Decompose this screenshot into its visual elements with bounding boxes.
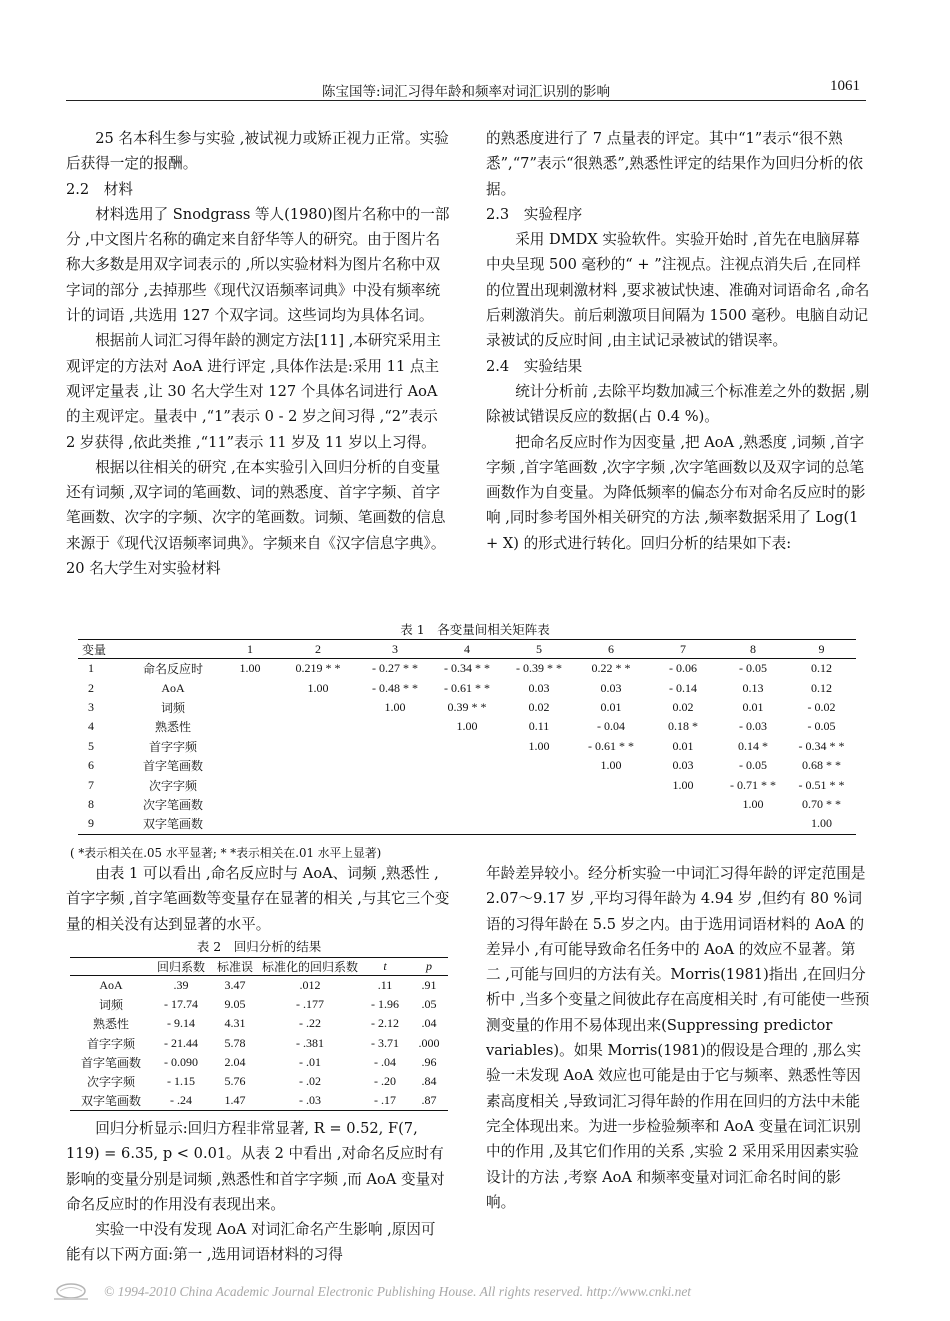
table2-cell: 3.47 (224, 978, 246, 993)
table1-cell: - 0.06 (669, 661, 697, 676)
table1-cell: 7 (88, 777, 94, 792)
table1-cell: 0.14 * (738, 738, 768, 753)
table2-header-row (70, 958, 448, 976)
table2-cell: 词频 (98, 998, 123, 1013)
table1-row (78, 775, 856, 794)
table1-cell: 5 (88, 738, 94, 753)
table1-cell: - 0.39 * * (516, 661, 562, 676)
table1-cell (647, 814, 719, 834)
table1-cell: 6 (88, 758, 94, 773)
table1-cell: 次字字频 (148, 778, 197, 793)
paragraph: 材料选用了 Snodgrass 等人(1980)图片名称中的一部分 ,中文图片名称的确定来自舒华等人的研究。由于图片名称大多数是用双字词表示的 ,所以实验材料为图片名称中双字词的部分 ,去掉那些《现代汉语频率词典》中没有频率统计的词语 ,共选用 127 个双字词。这些词均为具体名词。 (66, 205, 450, 325)
table1-header-cell: 变量 (78, 640, 123, 659)
table1-row (78, 814, 856, 834)
table2-cell: - .381 (296, 1035, 324, 1050)
regression-table (70, 957, 448, 1111)
table1-cell (359, 814, 431, 834)
table2-cell: .04 (421, 1016, 437, 1031)
table1-cell: 命名反应时 (142, 662, 203, 677)
section-heading: 2.4 实验结果 (486, 357, 583, 375)
table1-cell (223, 698, 277, 717)
table1-row (78, 678, 856, 697)
table1-cell: 次字笔画数 (142, 797, 203, 812)
table1-cell (575, 795, 647, 814)
table1-cell: 首字笔画数 (142, 759, 203, 774)
table1-cell: - 0.04 (597, 719, 625, 734)
table1-cell (575, 775, 647, 794)
table2-cell: - .22 (299, 1016, 321, 1031)
table1-cell: 0.03 (600, 680, 622, 695)
table1-row (78, 717, 856, 736)
table1-header-cell: 5 (503, 640, 575, 659)
table2-cell: - .20 (374, 1074, 396, 1089)
table2-cell: .000 (418, 1035, 440, 1050)
paragraph: 25 名本科生参与实验 ,被试视力或矫正视力正常。实验后获得一定的报酬。 (66, 130, 449, 173)
table2-cell: - 21.44 (164, 1035, 198, 1050)
table1-header-cell: 8 (719, 640, 787, 659)
table1-cell: 9 (78, 814, 123, 834)
table1-cell: 词频 (160, 700, 185, 715)
table2-row (70, 976, 448, 996)
table2-cell: .84 (421, 1074, 437, 1089)
footer (48, 1282, 908, 1304)
table1-cell: - 0.51 * * (798, 777, 845, 792)
table1-caption: 表 1 各变量间相关矩阵表 (400, 622, 550, 637)
table1-cell: 0.01 (600, 699, 622, 714)
table2-cell: .96 (421, 1054, 437, 1069)
table1-cell: 0.12 (811, 661, 832, 676)
table2-cell: 9.05 (224, 997, 246, 1012)
table2-cell: - .17 (360, 1091, 410, 1111)
table2-row (70, 1053, 448, 1072)
table1-cell (575, 814, 647, 834)
table1-cell: - 0.34 * * (798, 738, 845, 753)
table2-cell: 熟悉性 (92, 1017, 129, 1032)
table2-cell: .11 (377, 978, 393, 993)
left-column-bottom (66, 1116, 450, 1268)
cnki-logo-icon (48, 1282, 94, 1302)
table1-cell: - 0.02 (807, 699, 836, 714)
table1-header-cell: 7 (647, 640, 719, 659)
table1-cell: 0.02 (528, 699, 550, 714)
right-column-top (486, 126, 870, 556)
table2-cell: - .01 (299, 1054, 321, 1069)
table1-cell (277, 814, 359, 834)
table1-cell: - 0.61 * * (444, 680, 490, 695)
table1-cell: 0.01 (742, 699, 764, 714)
table1-note: ( *表示相关在.05 水平显著; * *表示相关在.01 水平上显著) (70, 846, 382, 860)
table1-cell: 1.00 (239, 661, 261, 676)
table2-cell: AoA (99, 978, 123, 993)
table2-cell: 2.04 (224, 1054, 246, 1069)
table1-cell: - 0.34 * * (444, 661, 490, 676)
table1-cell (359, 775, 431, 794)
table2-cell: 5.76 (224, 1074, 246, 1089)
table1-cell: 1.00 (742, 796, 764, 811)
table2-header-cell: 标准化的回归系数 (260, 958, 360, 976)
table1-cell: AoA (161, 680, 185, 695)
running-title: 陈宝国等:词汇习得年龄和频率对词汇识别的影响 (321, 84, 611, 100)
table1-header-cell: 2 (277, 640, 359, 659)
table1-cell (277, 775, 359, 794)
table2-cell: - .177 (296, 997, 324, 1012)
table2-cell: 4.31 (224, 1016, 246, 1031)
table1-cell (359, 756, 431, 775)
table1-cell (277, 737, 359, 756)
table1-cell: 1.00 (672, 777, 694, 792)
copyright-text: © 1994-2010 China Academic Journal Electronic Publishing House. All rights reserved. http://www.cnki.net (104, 1284, 692, 1299)
table1-cell (223, 814, 277, 834)
table1-cell: 0.01 (672, 738, 694, 753)
table1-cell: 熟悉性 (154, 720, 191, 735)
table1-cell: 0.13 (742, 680, 764, 695)
table1-cell (277, 717, 359, 736)
table1-cell (277, 698, 359, 717)
table1-cell: 0.02 (672, 699, 694, 714)
table1-cell (223, 737, 277, 756)
table1-cell: 双字笔画数 (123, 814, 223, 834)
table2-cell: - 9.14 (167, 1016, 195, 1031)
table2-cell: - .02 (299, 1074, 321, 1089)
table2-cell: - .04 (374, 1054, 396, 1069)
table2-cell: .39 (173, 978, 189, 993)
table1-cell (719, 814, 787, 834)
table1-header-cell: 6 (575, 640, 647, 659)
table1-row (78, 795, 856, 814)
paragraph: 回归分析显示:回归方程非常显著, R = 0.52, F(7, 119) = 6.35, p < 0.01。从表 2 中看出 ,对命名反应时有影响的变量分别是词频 ,熟悉性和首字字频 ,而 AoA 变量对命名反应时的作用没有表现出来。 (66, 1120, 445, 1213)
table1-cell (431, 756, 503, 775)
table2-row (70, 1014, 448, 1033)
paragraph: 年龄差异较小。经分析实验一中词汇习得年龄的评定范围是 2.07～9.17 岁 ,平均习得年龄为 4.94 岁 ,但约有 80 %词语的习得年龄在 5.5 岁之内。由于选用词语材料的 AoA 的差异小 ,有可能导致命名任务中的 AoA 的效应不显著。第二 ,可能与回归的方法有关。Morris(1981)指出 ,在回归分析中 ,当多个变量之间彼此存在高度相关时 ,有可能使一些预测变量的作用不易体现出来(Suppressing predictor variables)。如果 Morris(1981)的假设是合理的 ,那么实验一未发现 AoA 效应也可能是由于它与频率、熟悉性等因素高度相关 ,导致词汇习得年龄的作用在回归的方法中未能完全体现出来。为进一步检验频率和 AoA 变量在词汇识别中的作用 ,及其它们作用的关系 ,实验 2 采用采用因素实验设计的方法 ,考察 AoA 和频率变量对词汇命名时间的影响。 (486, 865, 870, 1211)
table1-cell: 0.68 * * (802, 758, 841, 773)
left-column-middle (66, 861, 450, 937)
paragraph: 的熟悉度进行了 7 点量表的评定。其中“1”表示“很不熟悉”,“7”表示“很熟悉”,熟悉性评定的结果作为回归分析的依据。 (486, 130, 863, 198)
table1-row (78, 698, 856, 717)
table1-cell: - 0.05 (739, 758, 767, 773)
section-heading: 2.3 实验程序 (486, 205, 583, 223)
table1-cell: 0.39 * * (447, 699, 487, 714)
table2-cell: .91 (421, 978, 437, 993)
table2-cell: - 1.96 (371, 997, 399, 1012)
table1-cell: - 0.61 * * (588, 738, 634, 753)
table1-cell: - 0.03 (739, 719, 767, 734)
table1-cell: 0.03 (672, 758, 694, 773)
table2-cell: .87 (410, 1091, 448, 1111)
right-column-bottom (486, 861, 870, 1215)
table2-cell: - 0.090 (164, 1054, 198, 1069)
table2-cell: - .24 (152, 1091, 210, 1111)
table1-cell: 1.00 (307, 680, 329, 695)
table2-header-cell: 标准误 (210, 958, 260, 976)
paragraph: 统计分析前 ,去除平均数加减三个标准差之外的数据 ,剔除被试错误反应的数据(占 0.4 %)。 (486, 382, 870, 426)
paragraph: 由表 1 可以看出 ,命名反应时与 AoA、词频 ,熟悉性 ,首字字频 ,首字笔画数等变量存在显著的相关 ,与其它三个变量的相关没有达到显著的水平。 (66, 865, 450, 933)
table1-cell: 0.22 * * (591, 661, 631, 676)
table1-cell (431, 775, 503, 794)
table2-cell: 次字字频 (86, 1075, 135, 1090)
table1-cell (223, 678, 277, 697)
table1-cell: - 0.05 (739, 661, 767, 676)
table2-cell: 5.78 (224, 1035, 246, 1050)
table1-header-cell: 9 (787, 640, 856, 659)
table1-cell: 0.70 * * (802, 796, 841, 811)
table1-cell (503, 795, 575, 814)
table1-cell (359, 737, 431, 756)
table2-row (70, 1034, 448, 1053)
table1-cell (223, 795, 277, 814)
table2-cell: - 17.74 (164, 997, 198, 1012)
table1-cell (431, 795, 503, 814)
table1-cell: - 0.48 * * (372, 680, 418, 695)
paragraph: 根据以往相关的研究 ,在本实验引入回归分析的自变量还有词频 ,双字词的笔画数、词的熟悉度、首字字频、首字笔画数、次字的字频、次字的笔画数。词频、笔画数的信息来源于《现代汉语频率词典》。字频来自《汉字信息字典》。20 名大学生对实验材料 (66, 458, 446, 578)
table1-header-cell: 4 (431, 640, 503, 659)
table1-cell: - 0.05 (807, 719, 836, 734)
table1-cell (503, 775, 575, 794)
table2-cell: 1.47 (210, 1091, 260, 1111)
table1-cell: 0.18 * (668, 719, 698, 734)
table1-cell: 0.03 (528, 680, 550, 695)
table1-header-cell: 3 (359, 640, 431, 659)
table1-cell (503, 756, 575, 775)
table1-cell (431, 737, 503, 756)
table1-header-row (78, 640, 856, 659)
paragraph: 实验一中没有发现 AoA 对词汇命名产生影响 ,原因可能有以下两方面:第一 ,选用词语材料的习得 (66, 1221, 436, 1264)
table2-cell: - 2.12 (371, 1016, 399, 1031)
table2-cell: .05 (421, 997, 437, 1012)
table1-header-cell: 1 (223, 640, 277, 659)
table1-cell (359, 795, 431, 814)
table2-cell: - 3.71 (371, 1035, 399, 1050)
left-column-top (66, 126, 450, 581)
table1-cell (359, 717, 431, 736)
paragraph: 把命名反应时作为因变量 ,把 AoA ,熟悉度 ,词频 ,首字字频 ,首字笔画数 ,次字字频 ,次字笔画数以及双字词的总笔画数作为自变量。为降低频率的偏态分布对命名反应时的影响 ,同时参考国外相关研究的方法 ,频率数据采用了 Log(1 + X) 的形式进行转化。回归分析的结果如下表: (486, 433, 866, 552)
paragraph: 根据前人词汇习得年龄的测定方法[11] ,本研究采用主观评定的方法对 AoA 进行评定 ,具体作法是:采用 11 点主观评定量表 ,让 30 名大学生对 127 个具体名词进行 AoA 的主观评定。量表中 ,“1”表示 0 - 2 岁之间习得 ,“2”表示 2 岁获得 ,依此类推 ,“11”表示 11 岁及 11 岁以上习得。 (66, 332, 441, 451)
table2-cell: - .03 (260, 1091, 360, 1111)
table2-row (70, 1091, 448, 1111)
table1-cell: 1.00 (384, 699, 406, 714)
table1-row (78, 659, 856, 679)
table1-cell: - 0.27 * * (372, 661, 418, 676)
table1-cell: - 0.71 * * (730, 777, 776, 792)
table1-row (78, 756, 856, 775)
paragraph: 采用 DMDX 实验软件。实验开始时 ,首先在电脑屏幕中央呈现 500 毫秒的“ + ”注视点。注视点消失后 ,在同样的位置出现刺激材料 ,要求被试快速、准确对词语命名 ,命名后刺激消失。前后刺激项目间隔为 1500 毫秒。电脑自动记录被试的反应时间 ,由主试记录被试的错误率。 (486, 231, 870, 350)
table1-row (78, 737, 856, 756)
table2-header-cell: p (410, 958, 448, 976)
table1-cell (503, 814, 575, 834)
table1-cell: 1.00 (600, 758, 622, 773)
table1-cell: 4 (88, 719, 94, 734)
table2-row (70, 995, 448, 1014)
table2-cell: 首字笔画数 (80, 1055, 141, 1070)
table1-cell (223, 717, 277, 736)
table1-cell: 1.00 (787, 814, 856, 834)
table2-cell: - 1.15 (167, 1074, 195, 1089)
table1-cell (223, 756, 277, 775)
table1-cell (431, 814, 503, 834)
running-header (66, 78, 866, 101)
table1-cell (277, 756, 359, 775)
page-number: 1061 (830, 78, 860, 94)
table1-cell: 0.11 (528, 719, 550, 734)
table2-header-cell: 回归系数 (152, 958, 210, 976)
table1-cell (647, 795, 719, 814)
table1-cell (223, 775, 277, 794)
section-heading: 2.2 材料 (66, 180, 133, 198)
table2-cell: 首字字频 (86, 1036, 135, 1051)
correlation-table (78, 639, 856, 835)
table1-cell: 2 (88, 680, 94, 695)
table1-cell: 1.00 (456, 719, 478, 734)
table1-cell: - 0.14 (669, 680, 697, 695)
table1-cell: 首字字频 (148, 739, 197, 754)
table2-cell: 双字笔画数 (70, 1091, 152, 1111)
table2-caption: 表 2 回归分析的结果 (196, 939, 322, 954)
table2-header-cell (70, 958, 152, 976)
table1-cell: 1 (88, 661, 94, 676)
table2-row (70, 1072, 448, 1091)
table1-cell: 3 (88, 699, 94, 714)
table1-cell: 1.00 (528, 738, 550, 753)
table1-cell: 0.12 (811, 680, 832, 695)
table2-cell: .012 (299, 978, 321, 993)
table1-cell (277, 795, 359, 814)
table1-header-cell (123, 640, 223, 659)
table1-cell: 8 (88, 796, 94, 811)
table2-header-cell: t (360, 958, 410, 976)
table1-cell: 0.219 * * (295, 661, 341, 676)
